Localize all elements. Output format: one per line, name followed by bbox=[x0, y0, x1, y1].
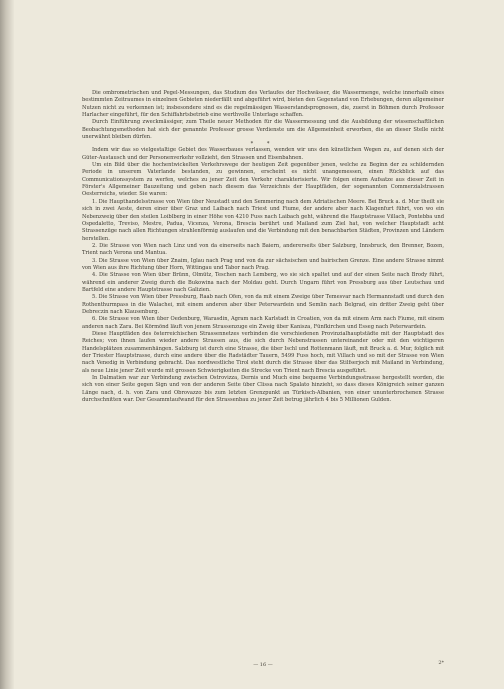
page-number: — 16 — bbox=[253, 662, 273, 668]
body-text bbox=[82, 90, 444, 404]
paragraph-pegel-messungen: Die ombrometrischen und Pegel-Messungen, das Studium des Verlaufes der Hochwässer, die Wassermenge, welche innerhalb eines bestimmten Zeitraumes in einzelnen Gebieten niederfällt und abgeführt wird, bieten den Gegenstand von Erhebungen, deren allgemeiner Nutzen nicht zu verkennen ist; insbesondere sind es die regelmässigen Wasserstandsprognosen, die, zuerst in Böhmen durch Professor Harlacher eingeführt, für den Schiffahrtsbetrieb eine werthvolle Unterlage schaffen. bbox=[82, 90, 444, 119]
binding-gutter bbox=[0, 0, 10, 689]
list-item-strasse-4: 4. Die Strasse von Wien über Brünn, Olmütz, Teschen nach Lemberg, wo sie sich spaltet und auf der einen Seite nach Brody führt, während ein anderer Zweig durch die Bukowina nach der Moldau geht. Durch Ungarn führt von Pressburg aus über Leutschau und Bartfeld eine andere Hauptstrasse nach Galizien. bbox=[82, 272, 444, 293]
paragraph-wassermessung: Durch Einführung zweckmässiger, zum Theile neuer Methoden für die Wassermessung und die Ausbildung der wissenschaftlichen Beobachtungsmethoden hat sich der genannte Professor grosse Verdienste um die Allgemeinheit erworben, die an dieser Stelle nicht unerwähnt bleiben dürfen. bbox=[82, 119, 444, 141]
section-divider-asterisks: * * bbox=[250, 141, 276, 148]
list-item-strasse-6: 6. Die Strasse von Wien über Oedenburg, Warasdin, Agram nach Karlstadt in Croatien, von da mit einem Arm nach Fiume, mit einem anderen nach Zara. Bei Körmönd läuft von jenem Strassenzuge ein Zweig über Kanisza, Fünfkirchen und Esseg nach Peterwardein. bbox=[82, 316, 444, 330]
signature-mark: 2* bbox=[438, 660, 444, 666]
paragraph-dalmatien: In Dalmatien war zur Verbindung zwischen Ostrovizza, Dernis und Much eine bequeme Verbindungsstrasse hergestellt worden, die sich von einer Seite gegen Sign und von der anderen Seite über Clissa nach Spalato hinzieht, so dass dieses Königreich seiner ganzen Länge nach, d. h. von Zara und Obrovazzo bis zum letzten Grenzpunkt an Türkisch-Albanien, von einer ununterbrochenen Strasse durchschnitten war. Der Gesammtaufwand für den Strassenbau zu jener Zeit betrug jährlich 4 bis 5 Millionen Gulden. bbox=[82, 375, 444, 404]
paragraph-verkehrswege: Um ein Bild über die hochentwickelten Verkehrswege der heutigen Zeit gegenüber jenen, welche zu Beginn der zu schildernden Periode in unserem Vaterlande bestanden, zu gewinnen, erscheint es nicht unangemessen, einen Rückblick auf das Communicationssystem zu werfen, welches zu jener Zeit den Verkehr charakterisierte. Wir folgen einem Aufsatze aus dieser Zeit in Förster's Allgemeiner Bauzeitung und geben nach diesem das Verzeichnis der Hauptfäden, der sogenannten Commerzialstrassen Oesterreichs, wieder. Sie waren: bbox=[82, 162, 444, 198]
paragraph-kuenstliche-wege: Indem wir das so vielgestaltige Gebiet des Wasserbaues verlassen, wenden wir uns den künstlichen Wegen zu, auf denen sich der Güter-Austausch und der Personenverkehr vollzieht, den Strassen und Eisenbahnen. bbox=[82, 147, 444, 161]
list-item-strasse-1: 1. Die Haupthandelsstrasse von Wien über Neustadt und den Semmering nach dem Adriatischen Meere. Bei Bruck a. d. Mur theilt sie sich in zwei Aeste, deren einer über Graz und Laibach nach Triest und Fiume, der andere aber nach Klagenfurt führt, von wo ein Nebenzweig über den steilen Loiblberg in einer Höhe von 4210 Fuss nach Laibach geht, während die Hauptstrasse Villach, Pontebba und Ospedaletto, Treviso, Mestre, Padua, Vicenza, Verona, Brescia berührt und Mailand zum Ziel hat, von welcher Hauptstadt acht Strassenzüge nach allen Richtungen strahlenförmig auslaufen und die Verbindung mit den benachbarten Städten, Provinzen und Ländern herstellen. bbox=[82, 198, 444, 242]
list-item-strasse-3: 3. Die Strasse von Wien über Znaim, Iglau nach Prag und von da zur sächsischen und bairischen Grenze. Eine andere Strasse nimmt von Wien aus ihre Richtung über Horn, Wittingau und Tabor nach Prag. bbox=[82, 257, 444, 271]
paragraph-hauptfaeden: Diese Hauptfäden des österreichischen Strassennetzes verbinden die verschiedenen Provinzialhauptstädte mit der Hauptstadt des Reiches; von ihnen laufen wieder andere Strassen aus, die sich durch Nebenstrassen untereinander oder mit den wichtigeren Handelsplätzen zusammenhängen. Salzburg ist durch eine Strasse, die über Ischl und Rottenmann läuft, mit Bruck a. d. Mur, folglich mit der Triester Hauptstrasse, durch eine andere über die Radstädter Tauern, 5499 Fuss hoch, mit Villach und so mit der Strasse von Wien nach Venedig in Verbindung gebracht. Das nordwestliche Tirol steht durch die Strasse über das Stilfserjoch mit Mailand in Verbindung, als neue Linie jener Zeit wurde mit grossen Schwierigkeiten die Strecke von Trient nach Brescia ausgeführt. bbox=[82, 331, 444, 374]
list-item-strasse-5: 5. Die Strasse von Wien über Pressburg, Raab nach Ofen, von da mit einem Zweige über Temesvar nach Hermannstadt und durch den Rothenthurmpass in die Walachei, mit einem anderen aber über Peterwardein und Semlin nach Belgrad, ein dritter Zweig geht über Debreczin nach Klausenburg. bbox=[82, 294, 444, 315]
list-item-strasse-2: 2. Die Strasse von Wien nach Linz und von da einerseits nach Baiern, andererseits über Salzburg, Innsbruck, den Brenner, Bozen, Trient nach Verona und Mantua. bbox=[82, 242, 444, 257]
